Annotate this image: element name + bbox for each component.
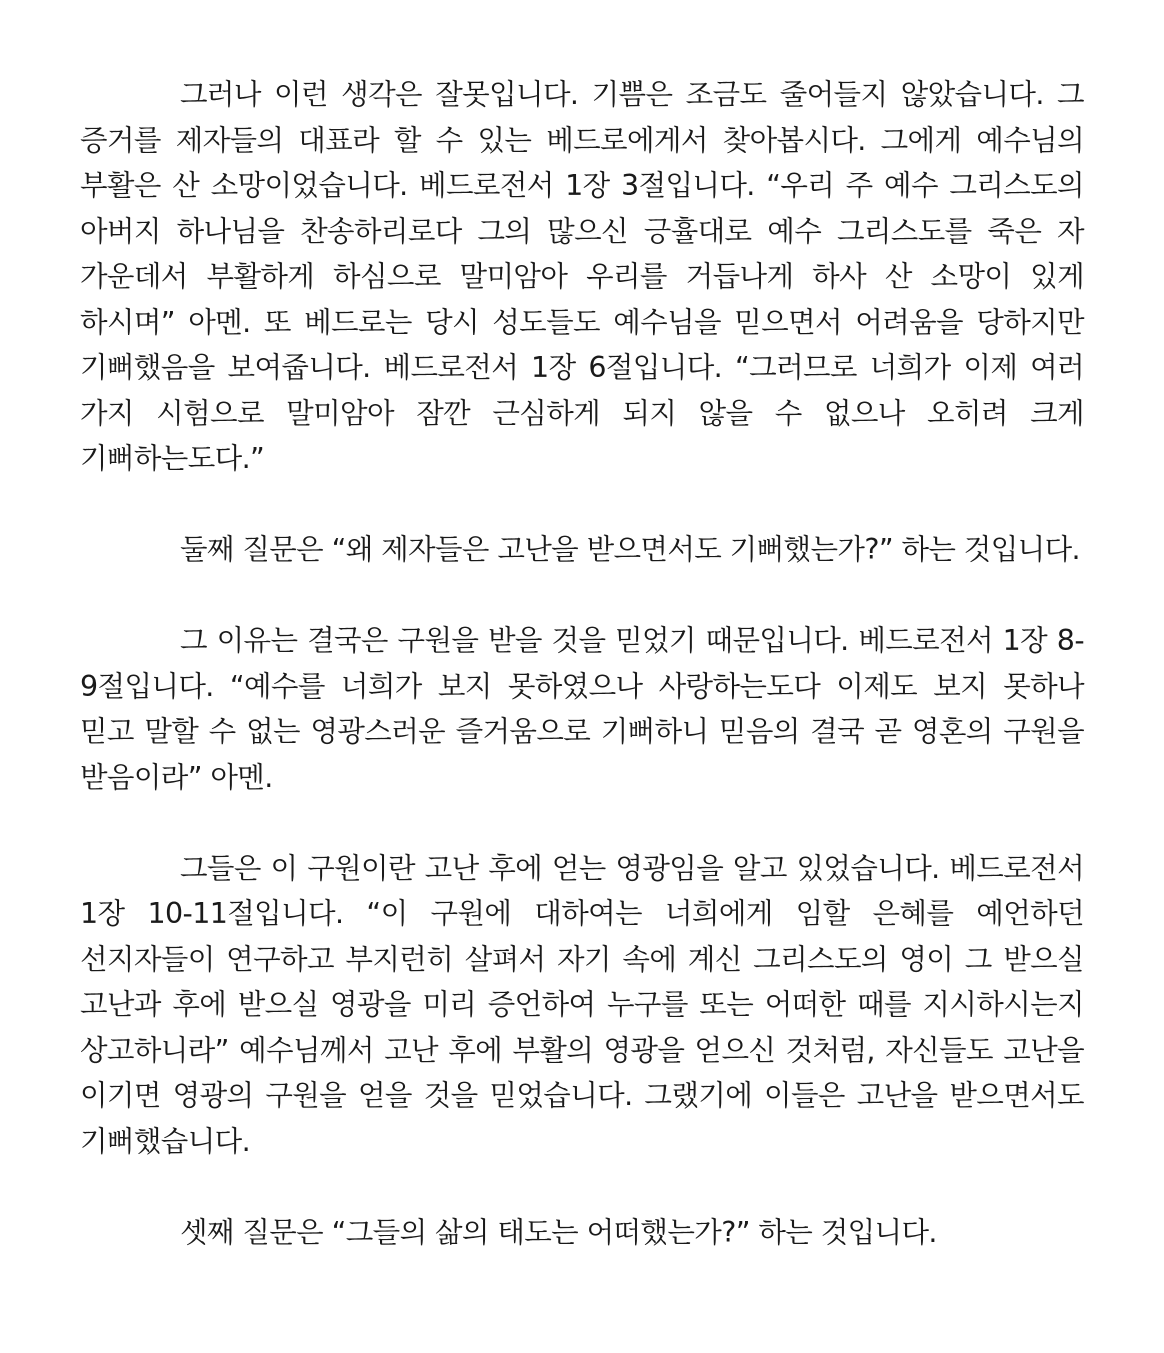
paragraph-gap bbox=[80, 1164, 1084, 1210]
paragraph-second-question: 둘째 질문은 “왜 제자들은 고난을 받으면서도 기뻐했는가?” 하는 것입니다. bbox=[180, 533, 1080, 566]
document-body bbox=[80, 72, 1084, 1255]
paragraph-third-question: 셋째 질문은 “그들의 삶의 태도는 어떠했는가?” 하는 것입니다. bbox=[180, 1215, 937, 1249]
paragraph-reason-salvation: 그 이유는 결국은 구원을 받을 것을 믿었기 때문입니다. 베드로전서 1장 8-9절입니다. “예수를 너희가 보지 못하였으나 사랑하는도다 이제도 보지 못하나 믿고 말할 수 없는 영광스러운 즐거움으로 기뻐하니 믿음의 결국 곧 영혼의 구원을 받음이라” 아멘. bbox=[80, 624, 1084, 794]
paragraph-joy-unchanged: 그러나 이런 생각은 잘못입니다. 기쁨은 조금도 줄어들지 않았습니다. 그 증거를 제자들의 대표라 할 수 있는 베드로에게서 찾아봅시다. 그에게 예수님의 부활은 산 소망이었습니다. 베드로전서 1장 3절입니다. “우리 주 예수 그리스도의 아버지 하나님을 찬송하리로다 그의 많으신 긍휼대로 예수 그리스도를 죽은 자 가운데서 부활하게 하심으로 말미암아 우리를 거듭나게 하사 산 소망이 있게 하시며” 아멘. 또 베드로는 당시 성도들도 예수님을 믿으면서 어려움을 당하지만 기뻐했음을 보여줍니다. 베드로전서 1장 6절입니다. “그러므로 너희가 이제 여러 가지 시험으로 말미암아 잠깐 근심하게 되지 않을 수 없으나 오히려 크게 기뻐하는도다.” bbox=[80, 78, 1084, 475]
paragraph-gap bbox=[80, 573, 1084, 619]
paragraph-gap bbox=[80, 800, 1084, 846]
paragraph-gap bbox=[80, 482, 1084, 528]
paragraph-glory-after-suffering: 그들은 이 구원이란 고난 후에 얻는 영광임을 알고 있었습니다. 베드로전서 1장 10-11절입니다. “이 구원에 대하여는 너희에게 임할 은혜를 예언하던 선지자들이 연구하고 부지런히 살펴서 자기 속에 계신 그리스도의 영이 그 받으실 고난과 후에 받으실 영광을 미리 증언하여 누구를 또는 어떠한 때를 지시하시는지 상고하니라” 예수님께서 고난 후에 부활의 영광을 얻으신 것처럼, 자신들도 고난을 이기면 영광의 구원을 얻을 것을 믿었습니다. 그랬기에 이들은 고난을 받으면서도 기뻐했습니다. bbox=[80, 851, 1084, 1158]
